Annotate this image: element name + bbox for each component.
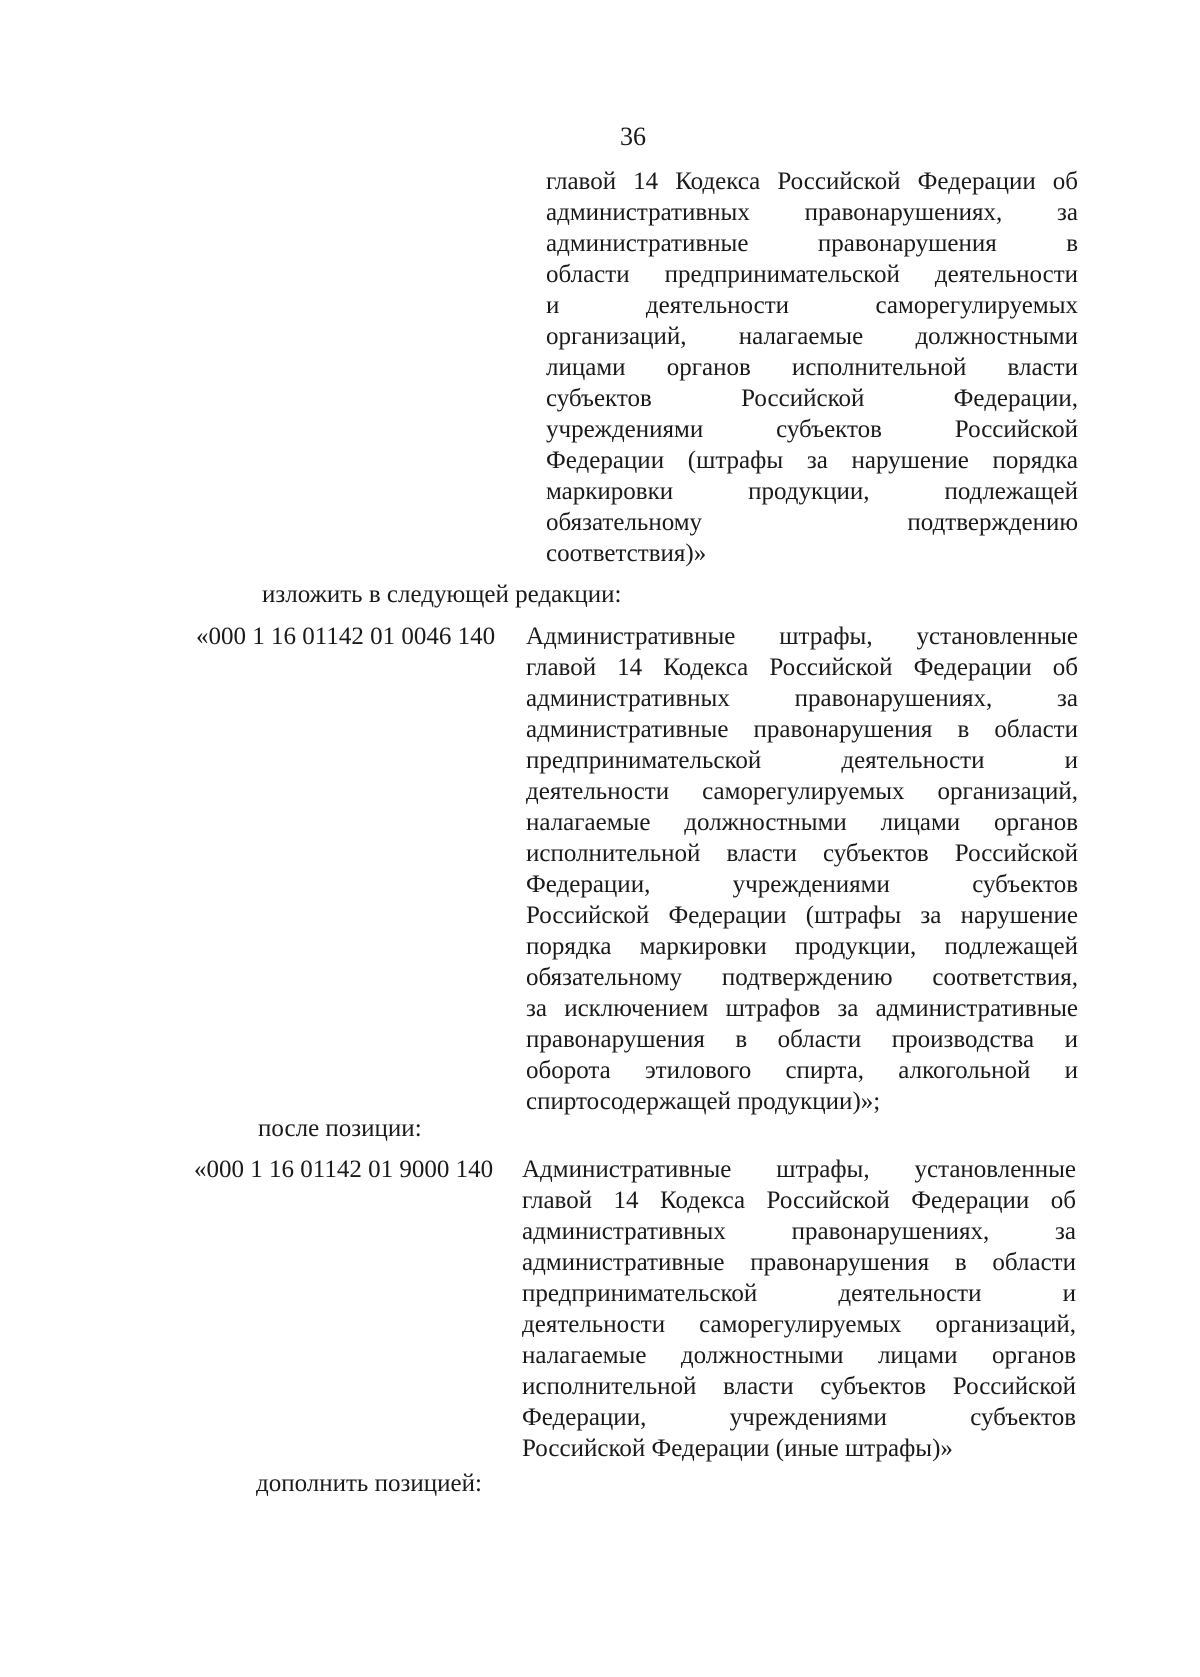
text-line: исполнительной власти субъектов Российской xyxy=(526,840,1078,867)
text-line: административные правонарушения в области xyxy=(522,1249,1076,1276)
text-line: и деятельности саморегулируемых xyxy=(546,292,1078,319)
text-line: налагаемые должностными лицами органов xyxy=(522,1342,1076,1369)
text-line: административные правонарушения в области xyxy=(526,716,1078,743)
text-line: Административные штрафы, установленные xyxy=(522,1156,1076,1183)
text-line: лицами органов исполнительной власти xyxy=(546,354,1078,381)
text-line: главой 14 Кодекса Российской Федерации об xyxy=(546,168,1078,195)
text-line: Федерации, учреждениями субъектов xyxy=(526,871,1078,898)
entry-text-9000 xyxy=(522,1154,1076,1464)
text-line: административные правонарушения в xyxy=(546,230,1078,257)
text-line: за исключением штрафов за административные xyxy=(526,995,1078,1022)
text-line: обязательному подтверждению соответствия, xyxy=(526,964,1078,991)
text-line: Федерации, учреждениями субъектов xyxy=(522,1404,1076,1431)
text-line: административных правонарушениях, за xyxy=(526,685,1078,712)
text-line: Федерации (штрафы за нарушение порядка xyxy=(546,447,1078,474)
text-line: налагаемые должностными лицами органов xyxy=(526,809,1078,836)
text-line: соответствия)» xyxy=(546,540,707,567)
text-line: предпринимательской деятельности и xyxy=(526,747,1078,774)
entry-code-9000: «000 1 16 01142 01 9000 140 xyxy=(194,1156,494,1183)
text-line: организаций, налагаемые должностными xyxy=(546,323,1078,350)
text-line: административных правонарушениях, за xyxy=(522,1218,1076,1245)
text-line: главой 14 Кодекса Российской Федерации об xyxy=(526,654,1078,681)
text-line: Российской Федерации (иные штрафы)» xyxy=(522,1435,953,1462)
page-number: 36 xyxy=(620,122,646,151)
text-line: административных правонарушениях, за xyxy=(546,199,1078,226)
text-line: оборота этилового спирта, алкогольной и xyxy=(526,1057,1078,1084)
text-line: исполнительной власти субъектов Российской xyxy=(522,1373,1076,1400)
instruction-restate: изложить в следующей редакции: xyxy=(262,581,622,608)
continuation-text xyxy=(546,166,1078,569)
text-line: деятельности саморегулируемых организаций, xyxy=(522,1311,1076,1338)
text-line: обязательному подтверждению xyxy=(546,509,1078,536)
text-line: области предпринимательской деятельности xyxy=(546,261,1078,288)
entry-code-0046: «000 1 16 01142 01 0046 140 xyxy=(196,623,496,650)
instruction-after-position: после позиции: xyxy=(258,1115,422,1142)
text-line: главой 14 Кодекса Российской Федерации об xyxy=(522,1187,1076,1214)
text-line: правонарушения в области производства и xyxy=(526,1026,1078,1053)
text-line: Административные штрафы, установленные xyxy=(526,623,1078,650)
text-line: спиртосодержащей продукции)»; xyxy=(526,1088,881,1115)
text-line: деятельности саморегулируемых организаций, xyxy=(526,778,1078,805)
instruction-add-position: дополнить позицией: xyxy=(256,1470,482,1497)
text-line: предпринимательской деятельности и xyxy=(522,1280,1076,1307)
text-line: маркировки продукции, подлежащей xyxy=(546,478,1078,505)
text-line: субъектов Российской Федерации, xyxy=(546,385,1078,412)
text-line: Российской Федерации (штрафы за нарушение xyxy=(526,902,1078,929)
entry-text-0046 xyxy=(526,621,1078,1117)
text-line: учреждениями субъектов Российской xyxy=(546,416,1078,443)
text-line: порядка маркировки продукции, подлежащей xyxy=(526,933,1078,960)
